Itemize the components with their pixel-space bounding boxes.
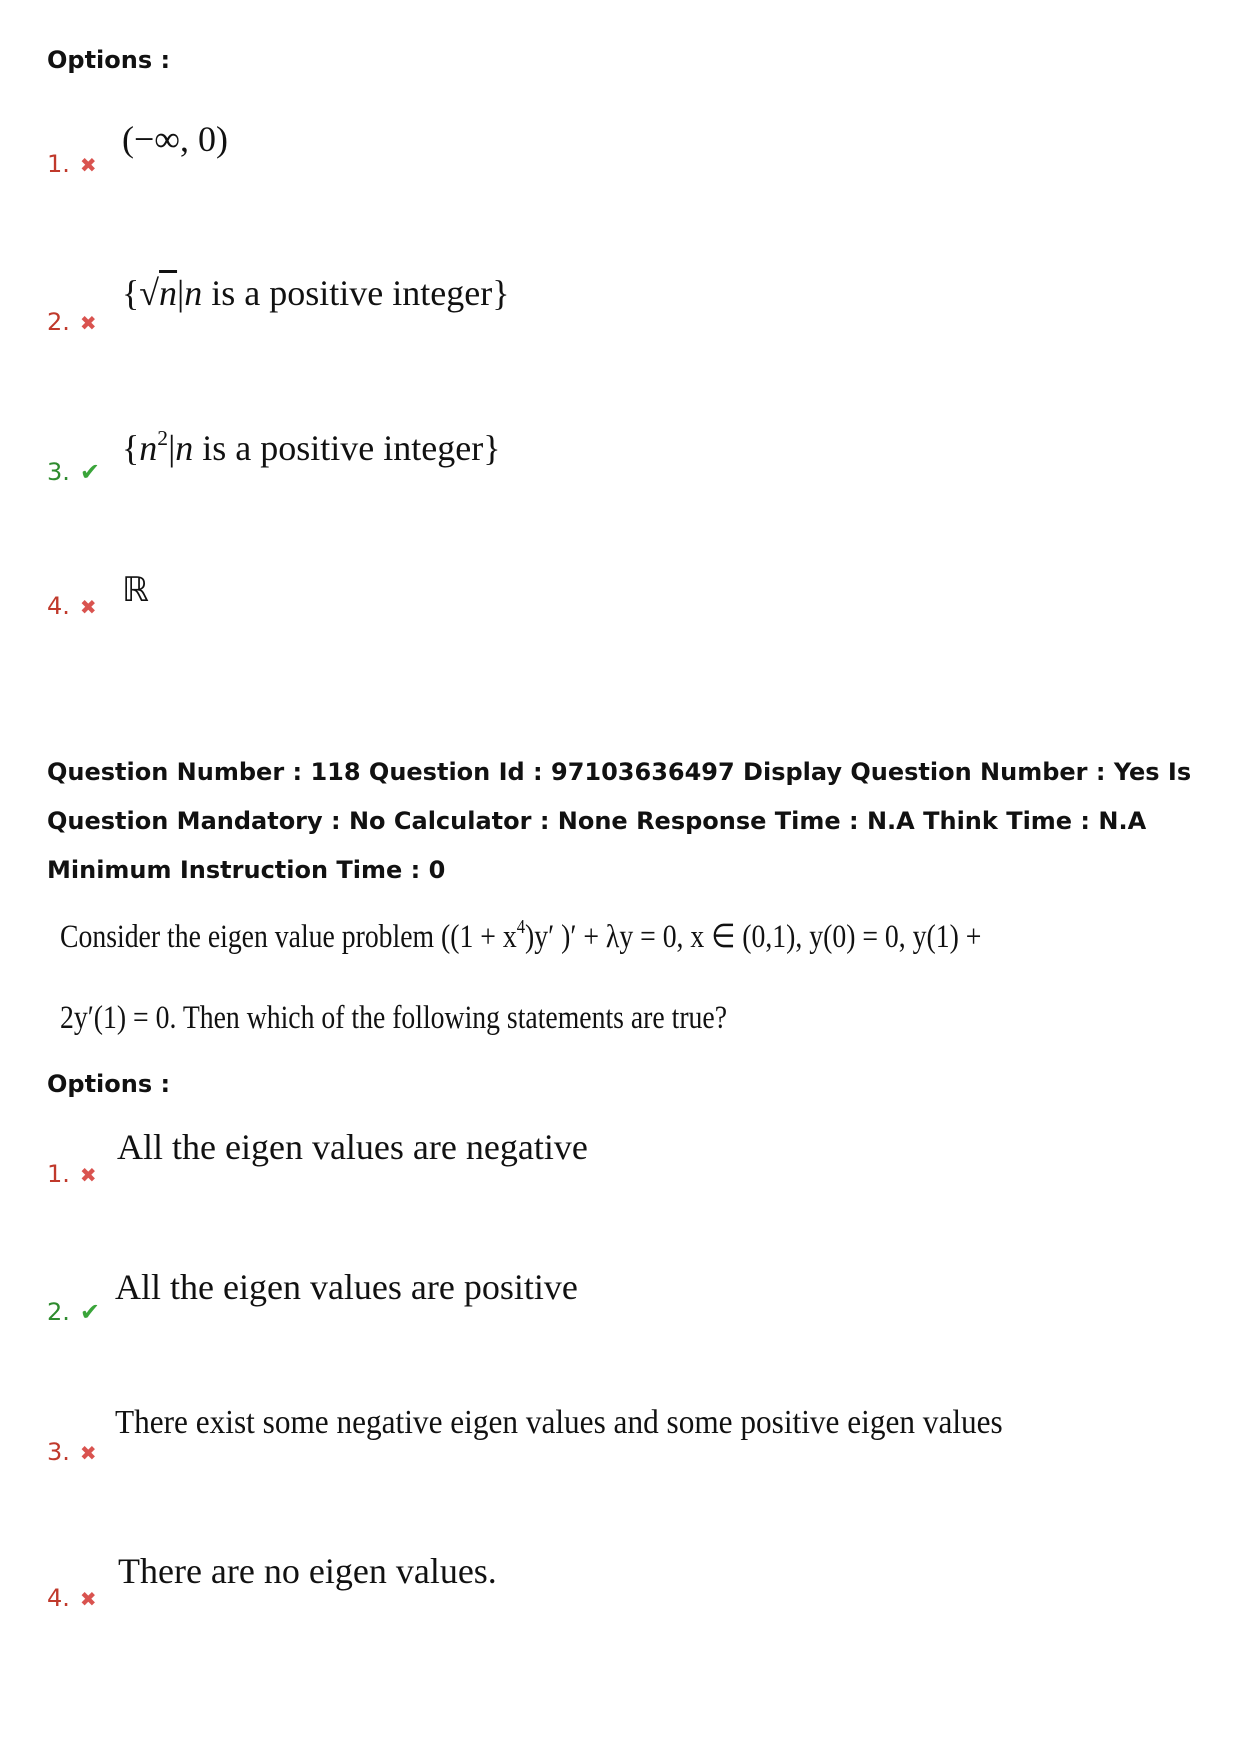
cross-icon: ✖ bbox=[79, 1441, 97, 1465]
check-icon: ✔ bbox=[79, 458, 101, 486]
option-text-4: ℝ bbox=[122, 572, 149, 609]
option-number-2: 2. ✖ bbox=[47, 308, 97, 336]
check-icon: ✔ bbox=[79, 1298, 101, 1326]
option2-text-1: All the eigen values are negative bbox=[117, 1127, 588, 1167]
cross-icon: ✖ bbox=[79, 311, 97, 335]
option-text-1: (−∞, 0) bbox=[122, 119, 228, 159]
option2-number-4: 4. ✖ bbox=[47, 1584, 97, 1612]
options-label: Options : bbox=[47, 46, 171, 74]
question-line-1: Consider the eigen value problem ($(1 + x^4)y'$ )′ + λy = 0, x ∈ (0,1), y(0) = 0, y(1) + bbox=[60, 916, 982, 955]
option2-text-2: All the eigen values are positive bbox=[115, 1267, 578, 1307]
option-number-4: 4. ✖ bbox=[47, 592, 97, 620]
cross-icon: ✖ bbox=[79, 1163, 97, 1187]
question-line-2: 2y′(1) = 0. Then which of the following statements are true? bbox=[60, 1000, 728, 1036]
option-number-1: 1. ✖ bbox=[47, 150, 97, 178]
option2-text-3: There exist some negative eigen values and some positive eigen values bbox=[115, 1404, 1003, 1441]
option2-text-4: There are no eigen values. bbox=[118, 1551, 497, 1591]
option2-number-1: 1. ✖ bbox=[47, 1160, 97, 1188]
cross-icon: ✖ bbox=[79, 153, 97, 177]
cross-icon: ✖ bbox=[79, 1587, 97, 1611]
option-number-3: 3. ✔ bbox=[47, 458, 101, 486]
cross-icon: ✖ bbox=[79, 595, 97, 619]
options-label-2: Options : bbox=[47, 1070, 171, 1098]
option2-number-2: 2. ✔ bbox=[47, 1298, 101, 1326]
option2-number-3: 3. ✖ bbox=[47, 1438, 97, 1466]
question-metadata: Question Number : 118 Question Id : 97103636497 Display Question Number : Yes Is Question Mandatory : No Calculator : None Response Time : N.A Think Time : N.A Minimum Instruction Time : 0 bbox=[47, 758, 1192, 884]
option-text-2: {√n|n is a positive integer} bbox=[122, 273, 510, 313]
option-text-3: {$n^2|n$ is a positive integer} bbox=[122, 426, 501, 469]
